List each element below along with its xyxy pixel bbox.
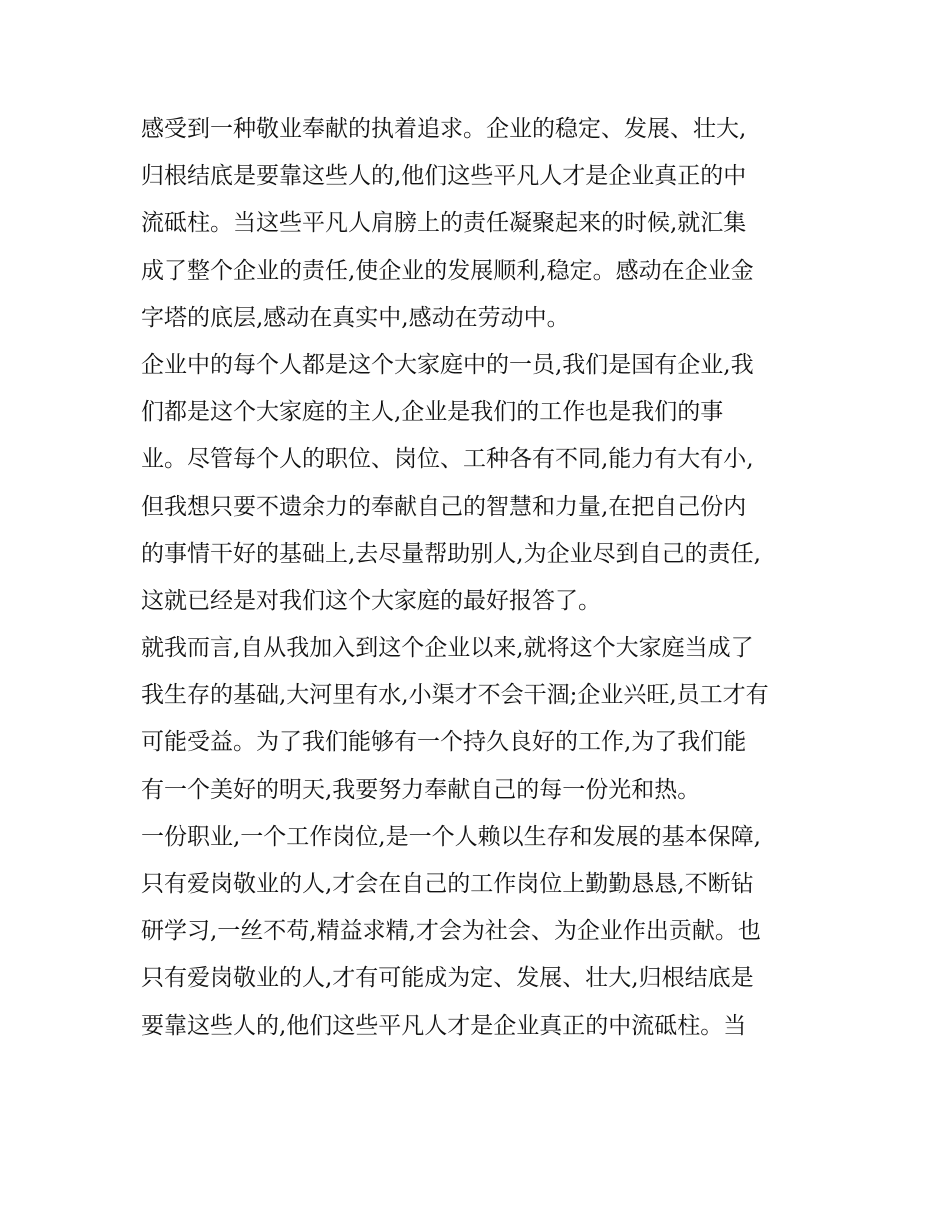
- text-line: 可能受益。为了我们能够有一个持久良好的工作,为了我们能: [141, 729, 747, 756]
- text-line: 只有爱岗敬业的人,才有可能成为定、发展、壮大,归根结底是: [141, 965, 754, 992]
- text-line: 研学习,一丝不苟,精益求精,才会为社会、为企业作出贡献。也: [141, 918, 761, 945]
- text-line: 归根结底是要靠这些人的,他们这些平凡人才是企业真正的中: [141, 163, 747, 190]
- text-line: 感受到一种敬业奉献的执着追求。企业的稳定、发展、壮大,: [141, 116, 747, 142]
- text-line: 有一个美好的明天,我要努力奉献自己的每一份光和热。: [141, 776, 701, 803]
- text-line: 我生存的基础,大河里有水,小渠才不会干涸;企业兴旺,员工才有: [141, 682, 769, 709]
- text-line: 但我想只要不遗余力的奉献自己的智慧和力量,在把自己份内: [141, 493, 747, 520]
- text-line: 成了整个企业的责任,使企业的发展顺利,稳定。感动在企业金: [141, 257, 754, 284]
- text-line: 这就已经是对我们这个大家庭的最好报答了。: [141, 587, 601, 614]
- text-line: 的事情干好的基础上,去尽量帮助别人,为企业尽到自己的责任,: [141, 540, 761, 567]
- text-line: 字塔的底层,感动在真实中,感动在劳动中。: [141, 304, 570, 331]
- body-text: [141, 106, 821, 1050]
- text-line: 流砥柱。当这些平凡人肩膀上的责任凝聚起来的时候,就汇集: [141, 210, 747, 237]
- text-line: 就我而言,自从我加入到这个企业以来,就将这个大家庭当成了: [141, 635, 754, 662]
- text-line: 企业中的每个人都是这个大家庭中的一员,我们是国有企业,我: [141, 351, 754, 378]
- text-line: 业。尽管每个人的职位、岗位、工种各有不同,能力有大有小,: [141, 446, 754, 473]
- text-line: 们都是这个大家庭的主人,企业是我们的工作也是我们的事: [141, 399, 724, 426]
- text-line: 要靠这些人的,他们这些平凡人才是企业真正的中流砥柱。当: [141, 1012, 747, 1039]
- text-line: 一份职业,一个工作岗位,是一个人赖以生存和发展的基本保障,: [141, 823, 761, 850]
- text-line: 只有爱岗敬业的人,才会在自己的工作岗位上勤勤恳恳,不断钻: [141, 871, 754, 897]
